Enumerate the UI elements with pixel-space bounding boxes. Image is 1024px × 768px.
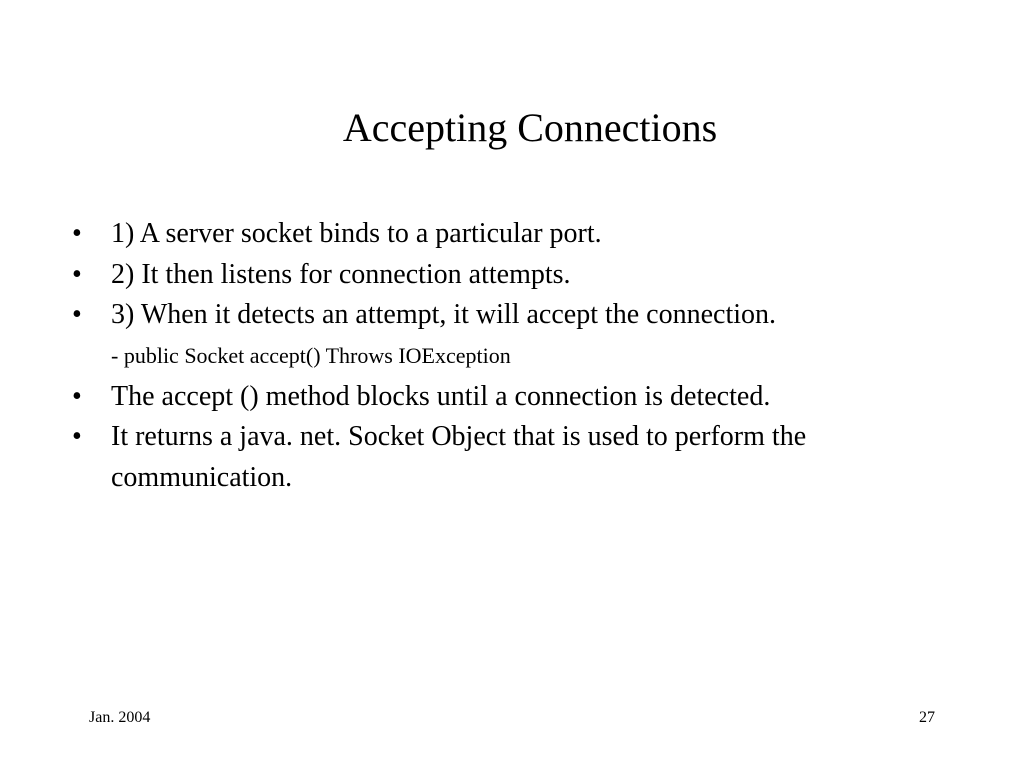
bullet-text: 3) When it detects an attempt, it will accept the connection. [111,299,777,330]
bullet-marker: • [72,218,82,249]
bullet-marker: • [72,380,82,412]
page-number: 27 [919,709,935,726]
bullet-marker: • [72,421,82,452]
bullet-text: The accept () method blocks until a connection is detected. [111,380,771,412]
bullet-item [72,377,972,418]
footer-date: Jan. 2004 [89,709,151,726]
bullet-text: 1) A server socket binds to a particular port. [111,218,602,249]
bullet-item [72,255,972,296]
bullet-item [72,214,972,255]
bullet-item [72,417,972,498]
bullet-marker: • [72,258,82,290]
code-signature-line: - public Socket accept() Throws IOException [111,342,511,368]
bullet-text: 2) It then listens for connection attempts. [111,258,571,290]
bullet-list [72,214,972,498]
bullet-marker: • [72,299,82,330]
slide-title: Accepting Connections [342,105,718,150]
bullet-text: It returns a java. net. Socket Object that is used to perform the communication. [111,421,807,493]
bullet-item [72,295,972,336]
